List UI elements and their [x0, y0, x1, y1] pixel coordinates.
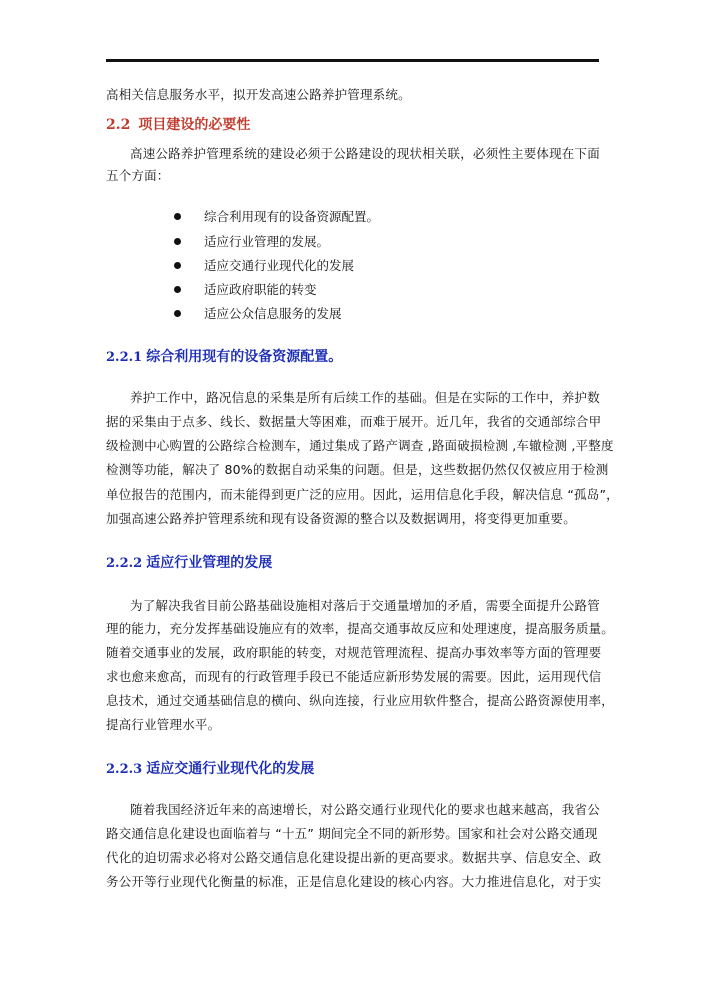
bullet-item: 综合利用现有的设备资源配置。: [174, 208, 379, 226]
section-title: 适应行业管理的发展: [146, 555, 273, 571]
section-heading-2-2-2: [106, 552, 272, 572]
bullet-item: 适应公众信息服务的发展: [174, 305, 342, 323]
paragraph-line: 务公开等行业现代化衡量的标准，正是信息化建设的核心内容。大力推进信息化，对于实: [106, 874, 602, 889]
bullet-icon: [174, 238, 181, 245]
section-heading-2-2-1: [106, 346, 342, 366]
paragraph-line: 检测等功能，解决了 80%的数据自动采集的问题。但是，这些数据仍然仅仅被应用于检测: [106, 462, 609, 477]
bullet-item: 适应行业管理的发展。: [174, 233, 329, 251]
paragraph-line: 单位报告的范围内，而未能得到更广泛的应用。因此，运用信息化手段，解决信息 “孤岛”，: [106, 487, 619, 502]
paragraph-line: 代化的迫切需求必将对公路交通信息化建设提出新的更高要求。数据共享、信息安全、政: [106, 850, 602, 865]
bullet-icon: [174, 286, 181, 293]
bullet-icon: [174, 310, 181, 317]
paragraph-line: 级检测中心购置的公路综合检测车，通过集成了路产调查 ,路面破损检测 ,车辙检测 ,平整度: [106, 438, 614, 453]
paragraph-line: 随着我国经济近年来的高速增长，对公路交通行业现代化的要求也越来越高，我省公: [130, 802, 600, 817]
section-number: 2.2: [106, 117, 131, 133]
section-title: 综合利用现有的设备资源配置。: [146, 349, 343, 365]
bullet-icon: [174, 213, 181, 220]
paragraph-line: 加强高速公路养护管理系统和现有设备资源的整合以及数据调用，将变得更加重要。: [106, 511, 576, 526]
paragraph-line: 路交通信息化建设也面临着与 “十五” 期间完全不同的新形势。国家和社会对公路交通现: [106, 826, 598, 841]
section-number: 2.2.3: [106, 762, 143, 777]
paragraph-line: 五个方面：: [106, 168, 170, 183]
bullet-item: 适应交通行业现代化的发展: [174, 257, 354, 275]
header-rule: [106, 59, 599, 62]
paragraph-line: 息技术，通过交通基础信息的横向、纵向连接，行业应用软件整合，提高公路资源使用率，: [106, 693, 615, 708]
section-number: 2.2.2: [106, 556, 143, 571]
paragraph-line: 据的采集由于点多、线长、数据量大等困难，而难于展开。近几年，我省的交通部综合甲: [106, 414, 602, 429]
section-number: 2.2.1: [106, 350, 143, 365]
section-heading-2-2: [106, 114, 250, 134]
bullet-icon: [174, 262, 181, 269]
paragraph-line: 随着交通事业的发展，政府职能的转变，对规范管理流程、提高办事效率等方面的管理要: [106, 645, 602, 660]
paragraph-line: 理的能力，充分发挥基础设施应有的效率，提高交通事故反应和处理速度，提高服务质量。: [106, 621, 615, 636]
section-heading-2-2-3: [106, 758, 314, 778]
paragraph-line: 提高行业管理水平。: [106, 717, 221, 732]
paragraph-line: 为了解决我省目前公路基础设施相对落后于交通量增加的矛盾，需要全面提升公路管: [130, 598, 600, 613]
section-title: 项目建设的必要性: [138, 117, 251, 133]
paragraph-line: 养护工作中，路况信息的采集是所有后续工作的基础。但是在实际的工作中，养护数: [130, 390, 600, 405]
paragraph-line: 求也愈来愈高，而现有的行政管理手段已不能适应新形势发展的需要。因此，运用现代信: [106, 669, 602, 684]
bullet-item: 适应政府职能的转变: [174, 281, 317, 299]
section-title: 适应交通行业现代化的发展: [146, 761, 315, 777]
intro-line: 高相关信息服务水平，拟开发高速公路养护管理系统。: [106, 87, 411, 102]
paragraph-line: 高速公路养护管理系统的建设必须于公路建设的现状相关联，必须性主要体现在下面: [130, 146, 600, 161]
